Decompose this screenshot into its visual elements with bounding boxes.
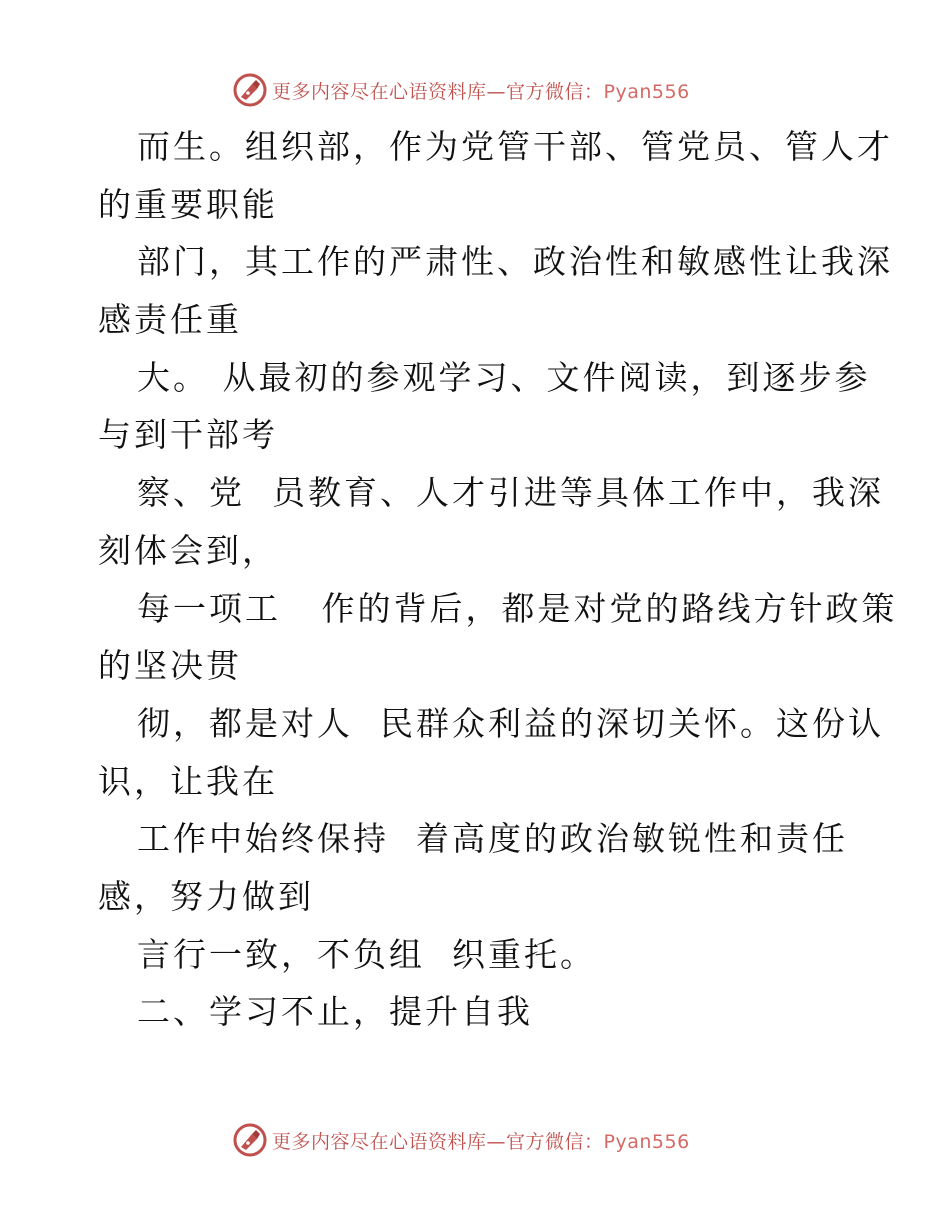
pen-nib-logo-icon	[232, 72, 268, 108]
text-line: 部门，其工作的严肃性、政治性和敏感性让我深	[137, 242, 893, 282]
pen-nib-logo-icon	[232, 1122, 268, 1158]
text-line: 言行一致，不负组 织重托。	[137, 934, 596, 974]
text-line: 大。 从最初的参观学习、文件阅读，到逐步参	[137, 357, 871, 397]
watermark-text: 更多内容尽在心语资料库—官方微信：Pyan556	[272, 1130, 690, 1153]
text-line: 与到干部考	[98, 415, 278, 455]
text-line: 感责任重	[98, 300, 242, 340]
text-line: 工作中始终保持 着高度的政治敏锐性和责任	[137, 819, 848, 859]
footer-watermark	[232, 1122, 690, 1158]
text-line: 每一项工 作的背后，都是对党的路线方针政策	[137, 588, 898, 628]
text-line: 识，让我在	[98, 761, 278, 801]
text-line: 察、党 员教育、人才引进等具体工作中，我深	[137, 473, 884, 513]
watermark-wechat-id: Pyan556	[603, 1130, 690, 1153]
text-line: 的坚决贯	[98, 646, 242, 686]
watermark-text: 更多内容尽在心语资料库—官方微信：Pyan556	[272, 80, 690, 103]
text-line: 彻，都是对人 民群众利益的深切关怀。这份认	[137, 703, 884, 743]
watermark-wechat-id: Pyan556	[603, 80, 690, 103]
text-line: 的重要职能	[98, 184, 278, 224]
text-line: 感，努力做到	[98, 876, 314, 916]
text-line: 而生。组织部，作为党管干部、管党员、管人才	[137, 127, 893, 166]
header-watermark	[232, 72, 690, 108]
text-line: 刻体会到，	[98, 530, 278, 570]
text-line: 二、学习不止，提升自我	[137, 992, 533, 1032]
document-body	[98, 118, 898, 1041]
